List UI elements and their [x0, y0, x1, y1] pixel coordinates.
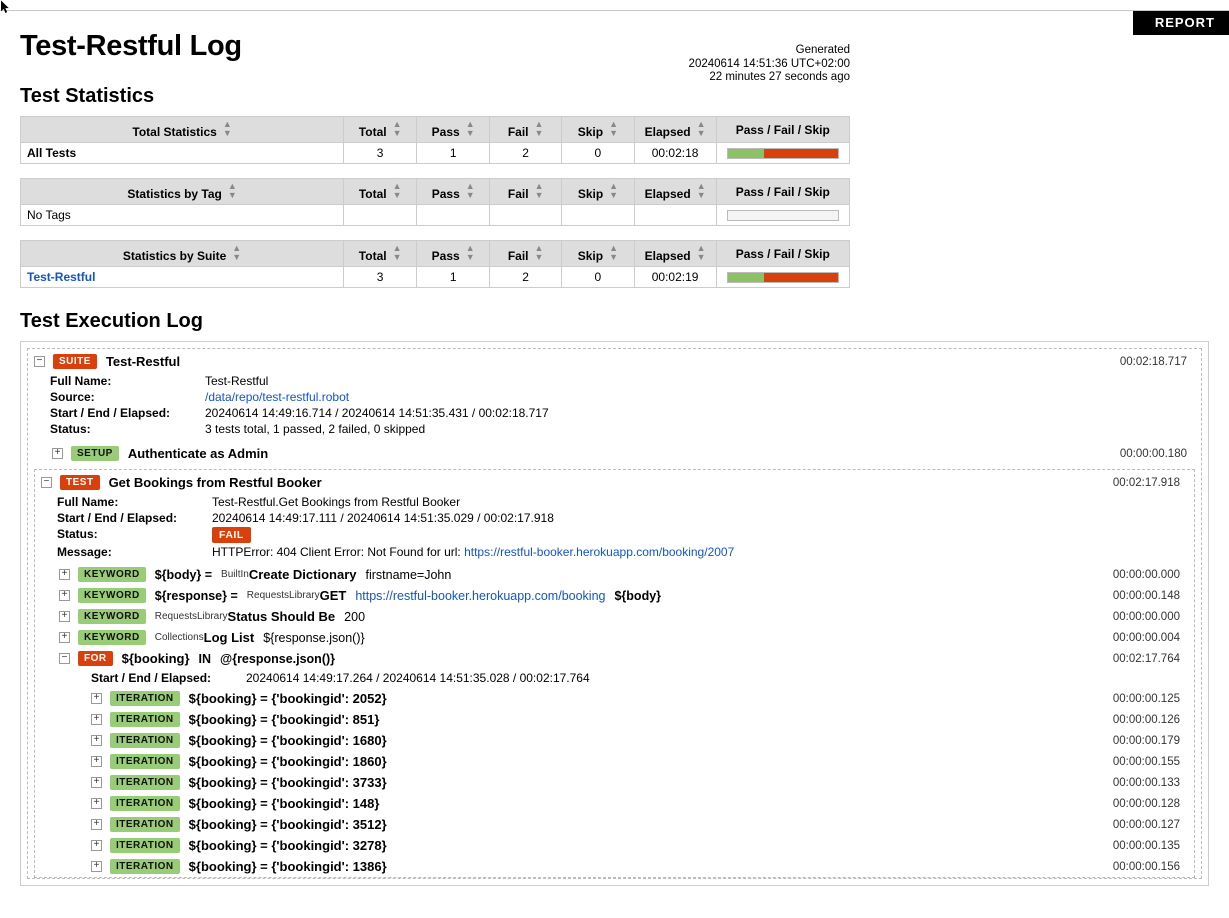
iteration-label: ${booking} = {'bookingid': 2052} [188, 691, 387, 706]
for-loop-metadata [91, 669, 1194, 688]
expand-toggle-icon[interactable]: + [59, 632, 70, 643]
meta-key: Full Name: [57, 495, 119, 509]
sort-icon[interactable]: ▲ ▼ [465, 181, 475, 200]
sort-icon[interactable]: ▲ ▼ [534, 243, 544, 262]
iteration-label: ${booking} = {'bookingid': 851} [188, 712, 380, 727]
sort-icon[interactable]: ▲ ▼ [696, 243, 706, 262]
sort-icon[interactable]: ▲ ▼ [609, 119, 618, 138]
iteration-badge: ITERATION [110, 796, 180, 811]
fail-segment [764, 149, 837, 158]
iteration-badge: ITERATION [110, 775, 180, 790]
row-total: 3 [344, 143, 417, 164]
meta-key: Start / End / Elapsed: [57, 511, 178, 525]
suite-name: Test-Restful [105, 354, 181, 369]
sort-icon[interactable]: ▲ ▼ [696, 181, 706, 200]
for-loop-block [35, 648, 1194, 877]
message-url-link[interactable]: https://restful-booker.herokuapp.com/booking/2007 [464, 545, 735, 559]
keyword-argument: 200 [344, 609, 366, 624]
report-tab[interactable]: REPORT [1133, 11, 1229, 35]
meta-row [50, 405, 1201, 421]
generated-timestamp: 20240614 14:51:36 UTC+02:00 [688, 57, 850, 70]
row-fail: 2 [490, 143, 562, 164]
setup-elapsed: 00:00:00.180 [1119, 447, 1187, 460]
keyword-elapsed: 00:00:00.000 [1112, 610, 1180, 623]
row-name: No Tags [21, 205, 344, 226]
status-row [57, 526, 1194, 544]
suite-block [27, 348, 1202, 879]
iteration-label: ${booking} = {'bookingid': 3733} [188, 775, 387, 790]
message-text [212, 545, 734, 559]
meta-key: Full Name: [50, 374, 112, 388]
meta-key: Message: [57, 545, 112, 559]
meta-key: Status: [50, 422, 91, 436]
expand-toggle-icon[interactable]: + [59, 590, 70, 601]
col-total[interactable]: Total ▲ ▼ [344, 179, 417, 205]
for-elapsed: 00:02:17.764 [1112, 652, 1180, 665]
source-link[interactable]: /data/repo/test-restful.robot [205, 390, 350, 404]
iteration-elapsed: 00:00:00.179 [1112, 734, 1180, 747]
keyword-library: RequestsLibrary [246, 590, 320, 601]
table-row [21, 143, 850, 164]
keyword-url-argument[interactable]: https://restful-booker.herokuapp.com/booking [355, 588, 606, 603]
keyword-name: GET [319, 588, 347, 603]
pass-fail-bar [727, 210, 839, 221]
meta-value: 3 tests total, 1 passed, 2 failed, 0 skipped [205, 422, 426, 436]
test-name: Get Bookings from Restful Booker [108, 475, 322, 490]
sort-icon[interactable]: ▲ ▼ [534, 119, 544, 138]
row-skip: 0 [562, 143, 635, 164]
suite-metadata [50, 373, 1201, 437]
row-skip [562, 205, 635, 226]
iteration-row[interactable] [35, 772, 1194, 793]
table-header-row [21, 117, 850, 143]
meta-key: Start / End / Elapsed: [91, 671, 212, 685]
keyword-name: Status Should Be [227, 609, 336, 624]
setup-name: Authenticate as Admin [127, 446, 269, 461]
generated-ago: 22 minutes 27 seconds ago [709, 71, 850, 83]
meta-key: Source: [50, 390, 95, 404]
total-statistics-table [20, 116, 850, 164]
col-total[interactable]: Total ▲ ▼ [344, 241, 417, 267]
keyword-name: Log List [203, 630, 255, 645]
iteration-elapsed: 00:00:00.133 [1112, 776, 1180, 789]
keyword-argument: firstname=John [365, 567, 452, 582]
sort-icon[interactable]: ▲ ▼ [534, 181, 544, 200]
iteration-row[interactable] [35, 814, 1194, 835]
meta-value: 20240614 14:49:17.111 / 20240614 14:51:35.029 / 00:02:17.918 [212, 511, 554, 525]
meta-row [50, 389, 1201, 405]
iteration-label: ${booking} = {'bookingid': 1680} [188, 733, 387, 748]
expand-toggle-icon[interactable]: + [91, 819, 102, 830]
row-graph [716, 267, 849, 288]
for-variable: ${booking} [121, 651, 190, 666]
table-header-row [21, 179, 850, 205]
expand-toggle-icon[interactable]: + [59, 569, 70, 580]
iteration-elapsed: 00:00:00.135 [1112, 839, 1180, 852]
meta-row [50, 373, 1201, 389]
sort-icon[interactable]: ▲ ▼ [392, 119, 402, 138]
page-title: Test-Restful Log [20, 30, 242, 62]
iteration-row[interactable] [35, 730, 1194, 751]
status-badge: FAIL [212, 527, 251, 543]
col-pass[interactable]: Pass ▲ ▼ [417, 179, 490, 205]
message-body: HTTPError: 404 Client Error: Not Found for url: [212, 545, 461, 559]
iteration-badge: ITERATION [110, 859, 180, 874]
meta-value: Test-Restful.Get Bookings from Restful Booker [212, 495, 461, 509]
keyword-elapsed: 00:00:00.000 [1112, 568, 1180, 581]
sort-icon[interactable]: ▲ ▼ [232, 243, 242, 262]
keyword-library: Collections [154, 632, 204, 643]
iteration-label: ${booking} = {'bookingid': 1860} [188, 754, 387, 769]
sort-icon[interactable]: ▲ ▼ [465, 243, 475, 262]
iteration-elapsed: 00:00:00.128 [1112, 797, 1180, 810]
col-elapsed[interactable]: Elapsed ▲ ▼ [634, 179, 716, 205]
iteration-row[interactable] [35, 856, 1194, 877]
collapse-toggle-icon[interactable]: − [59, 653, 70, 664]
col-statistics-by-tag[interactable]: Statistics by Tag ▲ ▼ [21, 179, 344, 205]
for-loop-row[interactable] [35, 648, 1194, 669]
collapse-toggle-icon[interactable]: − [34, 356, 45, 367]
pass-fail-bar [727, 148, 839, 159]
iteration-row[interactable] [35, 709, 1194, 730]
row-pass [417, 205, 490, 226]
keyword-badge: KEYWORD [78, 609, 146, 624]
iteration-elapsed: 00:00:00.155 [1112, 755, 1180, 768]
col-pass[interactable]: Pass ▲ ▼ [417, 241, 490, 267]
collapse-toggle-icon[interactable]: − [41, 477, 52, 488]
keyword-badge: KEYWORD [78, 567, 146, 582]
for-in-keyword: IN [198, 651, 212, 666]
meta-value: Test-Restful [205, 374, 269, 388]
table-row [21, 267, 850, 288]
row-skip: 0 [562, 267, 635, 288]
keyword-badge: KEYWORD [78, 630, 146, 645]
test-block [34, 469, 1195, 878]
keyword-argument: ${body} [614, 588, 662, 603]
sort-icon[interactable]: ▲ ▼ [696, 119, 706, 138]
row-elapsed: 00:02:19 [634, 267, 716, 288]
col-pass-fail-skip: Pass / Fail / Skip [716, 117, 849, 143]
table-header-row [21, 241, 850, 267]
iteration-badge: ITERATION [110, 712, 180, 727]
expand-toggle-icon[interactable]: + [91, 756, 102, 767]
row-name-link[interactable]: Test-Restful [21, 267, 344, 288]
row-elapsed: 00:02:18 [634, 143, 716, 164]
meta-value: 20240614 14:49:16.714 / 20240614 14:51:35.431 / 00:02:18.717 [205, 406, 549, 420]
meta-row [50, 421, 1201, 437]
keyword-row[interactable] [35, 585, 1194, 606]
test-header-row[interactable] [35, 470, 1194, 494]
sort-icon[interactable]: ▲ ▼ [392, 181, 402, 200]
meta-row [57, 494, 1194, 510]
keyword-row[interactable] [35, 627, 1194, 648]
iteration-elapsed: 00:00:00.127 [1112, 818, 1180, 831]
execution-log-container [20, 341, 1209, 886]
keyword-elapsed: 00:00:00.148 [1112, 589, 1180, 602]
suite-header-row[interactable] [28, 349, 1201, 373]
meta-key: Status: [57, 527, 98, 541]
top-divider [0, 10, 1229, 11]
meta-key: Start / End / Elapsed: [50, 406, 171, 420]
row-total: 3 [344, 267, 417, 288]
iteration-row[interactable] [35, 793, 1194, 814]
meta-row [57, 510, 1194, 526]
keyword-badge: KEYWORD [78, 588, 146, 603]
iteration-elapsed: 00:00:00.156 [1112, 860, 1180, 873]
sort-icon[interactable]: ▲ ▼ [609, 181, 619, 200]
iteration-badge: ITERATION [110, 691, 180, 706]
meta-value: 20240614 14:49:17.264 / 20240614 14:51:35.028 / 00:02:17.764 [246, 671, 590, 685]
sort-icon[interactable]: ▲ ▼ [222, 119, 232, 138]
suite-badge: SUITE [53, 354, 97, 369]
col-skip[interactable]: Skip ▲ ▼ [562, 117, 635, 143]
keyword-argument: ${response.json()} [263, 630, 365, 645]
fail-segment [764, 273, 837, 282]
col-elapsed[interactable]: Elapsed ▲ ▼ [634, 241, 716, 267]
iteration-row[interactable] [35, 688, 1194, 709]
pass-segment [728, 149, 765, 158]
expand-toggle-icon[interactable]: + [59, 611, 70, 622]
iteration-elapsed: 00:00:00.126 [1112, 713, 1180, 726]
col-total[interactable]: Total ▲ ▼ [344, 117, 417, 143]
sort-icon[interactable]: ▲ ▼ [465, 119, 475, 138]
generated-label: Generated [795, 44, 850, 56]
iteration-label: ${booking} = {'bookingid': 148} [188, 796, 380, 811]
keyword-library: BuiltIn [221, 569, 249, 580]
message-row [57, 544, 1194, 560]
expand-toggle-icon[interactable]: + [91, 861, 102, 872]
col-skip[interactable]: Skip ▲ ▼ [562, 179, 635, 205]
iteration-row[interactable] [35, 835, 1194, 856]
iteration-row[interactable] [35, 751, 1194, 772]
col-pass[interactable]: Pass ▲ ▼ [417, 117, 490, 143]
col-pass-fail-skip: Pass / Fail / Skip [716, 179, 849, 205]
iteration-elapsed: 00:00:00.125 [1112, 692, 1180, 705]
keyword-library: RequestsLibrary [154, 611, 228, 622]
row-pass: 1 [417, 143, 490, 164]
col-statistics-by-suite[interactable]: Statistics by Suite ▲ ▼ [21, 241, 344, 267]
keyword-row[interactable] [35, 564, 1194, 585]
col-fail[interactable]: Fail ▲ ▼ [490, 241, 562, 267]
col-fail[interactable]: Fail ▲ ▼ [490, 179, 562, 205]
keyword-name: Create Dictionary [248, 567, 357, 582]
sort-icon[interactable]: ▲ ▼ [609, 243, 618, 262]
row-pass: 1 [417, 267, 490, 288]
iteration-badge: ITERATION [110, 838, 180, 853]
sort-icon[interactable]: ▲ ▼ [227, 181, 237, 200]
row-name: All Tests [21, 143, 344, 164]
row-elapsed [634, 205, 716, 226]
generated-info [560, 44, 850, 85]
suite-statistics-table [20, 240, 850, 288]
row-total [344, 205, 417, 226]
for-iterable: @{response.json()} [220, 651, 336, 666]
iteration-badge: ITERATION [110, 733, 180, 748]
tag-statistics-table [20, 178, 850, 226]
row-graph [716, 143, 849, 164]
expand-toggle-icon[interactable]: + [91, 735, 102, 746]
test-statistics-heading: Test Statistics [20, 85, 155, 107]
test-elapsed: 00:02:17.918 [1112, 476, 1180, 489]
expand-toggle-icon[interactable]: + [91, 714, 102, 725]
test-badge: TEST [60, 475, 100, 490]
iteration-label: ${booking} = {'bookingid': 3512} [188, 817, 387, 832]
suite-elapsed: 00:02:18.717 [1119, 355, 1187, 368]
col-total-statistics[interactable]: Total Statistics ▲ ▼ [21, 117, 344, 143]
col-fail[interactable]: Fail ▲ ▼ [490, 117, 562, 143]
execution-log-heading: Test Execution Log [20, 310, 203, 332]
col-skip[interactable]: Skip ▲ ▼ [562, 241, 635, 267]
iteration-label: ${booking} = {'bookingid': 3278} [188, 838, 387, 853]
for-badge: FOR [78, 651, 113, 666]
expand-toggle-icon[interactable]: + [91, 693, 102, 704]
expand-toggle-icon[interactable]: + [91, 798, 102, 809]
table-row [21, 205, 850, 226]
col-pass-fail-skip: Pass / Fail / Skip [716, 241, 849, 267]
row-fail [490, 205, 562, 226]
keyword-row[interactable] [35, 606, 1194, 627]
col-elapsed[interactable]: Elapsed ▲ ▼ [634, 117, 716, 143]
iteration-badge: ITERATION [110, 817, 180, 832]
expand-toggle-icon[interactable]: + [52, 448, 63, 459]
keyword-elapsed: 00:00:00.004 [1112, 631, 1180, 644]
pass-fail-bar [727, 272, 839, 283]
iteration-label: ${booking} = {'bookingid': 1386} [188, 859, 387, 874]
pass-segment [728, 273, 765, 282]
iteration-badge: ITERATION [110, 754, 180, 769]
row-fail: 2 [490, 267, 562, 288]
row-graph [716, 205, 849, 226]
test-metadata [57, 494, 1194, 560]
sort-icon[interactable]: ▲ ▼ [392, 243, 402, 262]
keyword-assign: ${body} = [154, 567, 213, 582]
keyword-assign: ${response} = [154, 588, 238, 603]
expand-toggle-icon[interactable]: + [91, 840, 102, 851]
setup-badge: SETUP [71, 446, 119, 461]
expand-toggle-icon[interactable]: + [91, 777, 102, 788]
setup-row[interactable] [28, 441, 1201, 465]
